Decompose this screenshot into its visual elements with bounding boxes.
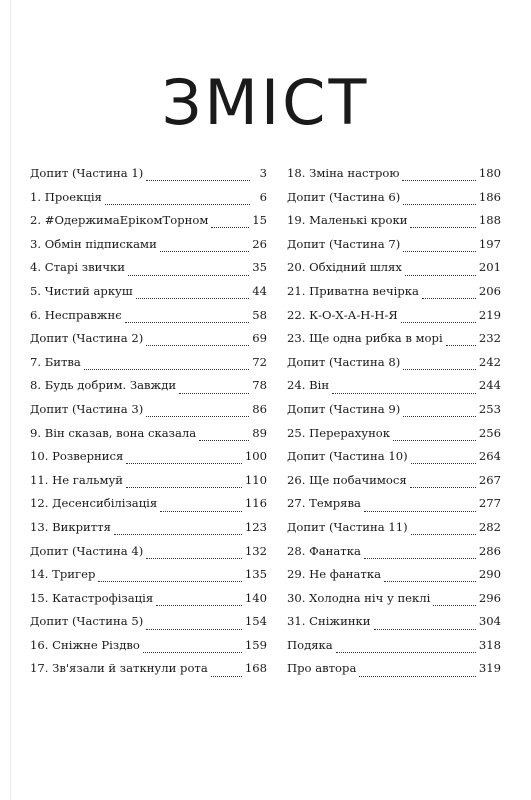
toc-entry-page-number: 188 bbox=[478, 213, 501, 228]
toc-entry-title: 3. Обмін підписками bbox=[30, 236, 157, 251]
toc-leader-dots bbox=[179, 393, 249, 394]
toc-entry-page-number: 100 bbox=[244, 449, 267, 464]
toc-entry-page-number: 286 bbox=[478, 543, 501, 558]
toc-leader-dots bbox=[403, 204, 476, 205]
toc-entry-page-number: 159 bbox=[244, 637, 267, 652]
toc-entry-page-number: 35 bbox=[252, 260, 267, 275]
toc-entry-title: Допит (Частина 8) bbox=[287, 354, 401, 369]
toc-entry-title: 2. #ОдержимаЕрікомТорном bbox=[30, 213, 209, 228]
toc-leader-dots bbox=[125, 322, 250, 323]
toc-entry-title: Подяка bbox=[287, 637, 333, 652]
toc-entry-page-number: 304 bbox=[478, 614, 501, 629]
toc-entry-page-number: 15 bbox=[252, 213, 267, 228]
toc-leader-dots bbox=[359, 676, 475, 677]
toc-entry-title: 9. Він сказав, вона сказала bbox=[30, 425, 197, 440]
toc-leader-dots bbox=[410, 227, 475, 228]
toc-entry-title: 13. Викриття bbox=[30, 519, 111, 534]
toc-leader-dots bbox=[393, 440, 476, 441]
toc-entry[interactable] bbox=[287, 661, 501, 685]
toc-leader-dots bbox=[364, 558, 476, 559]
toc-entry[interactable] bbox=[30, 237, 267, 261]
toc-entry[interactable] bbox=[30, 449, 267, 473]
toc-entry-title: Допит (Частина 7) bbox=[287, 236, 401, 251]
toc-entry-page-number: 219 bbox=[478, 307, 501, 322]
toc-entry-title: Про автора bbox=[287, 661, 357, 676]
toc-leader-dots bbox=[374, 629, 476, 630]
toc-leader-dots bbox=[98, 581, 241, 582]
toc-entry-page-number: 168 bbox=[244, 661, 267, 676]
toc-entry[interactable] bbox=[287, 473, 501, 497]
toc-entry[interactable] bbox=[287, 190, 501, 214]
toc-entry[interactable] bbox=[287, 544, 501, 568]
toc-entry-page-number: 58 bbox=[252, 307, 267, 322]
toc-leader-dots bbox=[160, 511, 242, 512]
toc-entry-page-number: 132 bbox=[244, 543, 267, 558]
toc-entry[interactable] bbox=[30, 260, 267, 284]
toc-entry-page-number: 319 bbox=[478, 661, 501, 676]
toc-leader-dots bbox=[160, 251, 249, 252]
toc-entry[interactable] bbox=[287, 260, 501, 284]
toc-leader-dots bbox=[402, 180, 475, 181]
toc-leader-dots bbox=[403, 251, 476, 252]
toc-entry[interactable] bbox=[30, 496, 267, 520]
toc-leader-dots bbox=[403, 416, 476, 417]
toc-entry-title: Допит (Частина 3) bbox=[30, 401, 144, 416]
toc-entry-page-number: 296 bbox=[478, 590, 501, 605]
toc-entry-title: 28. Фанатка bbox=[287, 543, 361, 558]
toc-leader-dots bbox=[410, 487, 476, 488]
toc-leader-dots bbox=[146, 416, 249, 417]
toc-leader-dots bbox=[126, 487, 242, 488]
page-title: ЗМІСТ bbox=[161, 66, 370, 139]
toc-entry[interactable] bbox=[287, 449, 501, 473]
toc-entry[interactable] bbox=[287, 331, 501, 355]
toc-entry-page-number: 123 bbox=[244, 519, 267, 534]
toc-entry-page-number: 197 bbox=[478, 236, 501, 251]
toc-leader-dots bbox=[146, 558, 242, 559]
toc-entry-title: 1. Проекція bbox=[30, 189, 102, 204]
toc-entry-page-number: 186 bbox=[478, 189, 501, 204]
toc-entry-page-number: 135 bbox=[244, 567, 267, 582]
toc-entry-page-number: 69 bbox=[252, 331, 267, 346]
toc-entry-title: 22. К-О-Х-А-Н-Н-Я bbox=[287, 307, 398, 322]
toc-column-right bbox=[287, 166, 501, 685]
toc-entry-page-number: 78 bbox=[252, 378, 267, 393]
toc-entry-page-number: 26 bbox=[252, 236, 267, 251]
toc-leader-dots bbox=[146, 180, 250, 181]
toc-entry[interactable] bbox=[287, 638, 501, 662]
toc-entry-page-number: 206 bbox=[478, 283, 501, 298]
toc-entry-page-number: 242 bbox=[478, 354, 501, 369]
toc-entry-title: 29. Не фанатка bbox=[287, 567, 381, 582]
toc-entry-page-number: 140 bbox=[244, 590, 267, 605]
toc-entry-title: 27. Темрява bbox=[287, 496, 361, 511]
toc-entry-title: 17. Зв'язали й заткнули рота bbox=[30, 661, 208, 676]
toc-leader-dots bbox=[128, 275, 249, 276]
toc-entry-title: 15. Катастрофізація bbox=[30, 590, 154, 605]
toc-entry[interactable] bbox=[30, 520, 267, 544]
toc-leader-dots bbox=[446, 345, 476, 346]
toc-leader-dots bbox=[384, 581, 476, 582]
toc-entry-page-number: 72 bbox=[252, 354, 267, 369]
toc-entry[interactable] bbox=[30, 614, 267, 638]
toc-entry[interactable] bbox=[30, 473, 267, 497]
toc-column-left bbox=[30, 166, 267, 685]
toc-leader-dots bbox=[364, 511, 476, 512]
toc-leader-dots bbox=[126, 463, 242, 464]
toc-entry[interactable] bbox=[30, 426, 267, 450]
toc-entry-page-number: 154 bbox=[244, 614, 267, 629]
toc-entry[interactable] bbox=[30, 567, 267, 591]
toc-leader-dots bbox=[146, 629, 242, 630]
toc-entry-title: 18. Зміна настрою bbox=[287, 166, 400, 180]
toc-entry-title: 20. Обхідний шлях bbox=[287, 260, 402, 275]
toc-entry[interactable] bbox=[30, 638, 267, 662]
toc-entry-page-number: 3 bbox=[259, 166, 267, 180]
toc-entry-page-number: 89 bbox=[252, 425, 267, 440]
toc-leader-dots bbox=[411, 463, 476, 464]
toc-entry-page-number: 267 bbox=[478, 472, 501, 487]
toc-entry-page-number: 244 bbox=[478, 378, 501, 393]
toc-entry-title: 5. Чистий аркуш bbox=[30, 283, 133, 298]
toc-entry[interactable] bbox=[30, 661, 267, 685]
toc-entry[interactable] bbox=[30, 308, 267, 332]
toc-entry-page-number: 232 bbox=[478, 331, 501, 346]
toc-entry[interactable] bbox=[287, 284, 501, 308]
toc-entry[interactable] bbox=[30, 331, 267, 355]
toc-leader-dots bbox=[143, 652, 242, 653]
toc-entry[interactable] bbox=[287, 166, 501, 190]
toc-entry-title: Допит (Частина 6) bbox=[287, 189, 401, 204]
toc-entry-page-number: 6 bbox=[259, 189, 267, 204]
toc-entry-title: 6. Несправжнє bbox=[30, 307, 122, 322]
toc-leader-dots bbox=[403, 369, 476, 370]
toc-entry-title: Допит (Частина 4) bbox=[30, 543, 144, 558]
toc-entry[interactable] bbox=[30, 190, 267, 214]
toc-leader-dots bbox=[433, 605, 475, 606]
toc-entry[interactable] bbox=[30, 166, 267, 190]
toc-leader-dots bbox=[401, 322, 476, 323]
toc-leader-dots bbox=[332, 393, 476, 394]
toc-entry-page-number: 264 bbox=[478, 449, 501, 464]
toc-leader-dots bbox=[211, 227, 249, 228]
toc-entry-title: Допит (Частина 5) bbox=[30, 614, 144, 629]
toc-leader-dots bbox=[146, 345, 249, 346]
toc-leader-dots bbox=[199, 440, 249, 441]
toc-entry[interactable] bbox=[287, 496, 501, 520]
toc-entry-title: 23. Ще одна рибка в морі bbox=[287, 331, 443, 346]
toc-entry-title: 11. Не гальмуй bbox=[30, 472, 124, 487]
toc-entry[interactable] bbox=[287, 378, 501, 402]
toc-entry[interactable] bbox=[287, 355, 501, 379]
toc-entry-page-number: 290 bbox=[478, 567, 501, 582]
toc-leader-dots bbox=[84, 369, 249, 370]
toc-leader-dots bbox=[422, 298, 476, 299]
toc-entry[interactable] bbox=[287, 567, 501, 591]
toc-entry-title: 19. Маленькі кроки bbox=[287, 213, 408, 228]
toc-entry[interactable] bbox=[30, 591, 267, 615]
toc-entry-title: 21. Приватна вечірка bbox=[287, 283, 419, 298]
toc-entry[interactable] bbox=[287, 237, 501, 261]
toc-entry[interactable] bbox=[287, 614, 501, 638]
toc-leader-dots bbox=[105, 204, 250, 205]
toc-entry[interactable] bbox=[30, 544, 267, 568]
toc-entry[interactable] bbox=[287, 520, 501, 544]
toc-entry-page-number: 277 bbox=[478, 496, 501, 511]
toc-entry-title: 10. Розвернися bbox=[30, 449, 124, 464]
toc-entry-title: 24. Він bbox=[287, 378, 330, 393]
toc-entry[interactable] bbox=[287, 308, 501, 332]
toc-entry-page-number: 180 bbox=[478, 166, 501, 180]
toc-entry[interactable] bbox=[287, 591, 501, 615]
toc-entry-title: Допит (Частина 11) bbox=[287, 519, 408, 534]
toc-entry-title: 25. Перерахунок bbox=[287, 425, 391, 440]
toc-entry-page-number: 110 bbox=[244, 472, 267, 487]
toc-entry[interactable] bbox=[30, 284, 267, 308]
toc-entry-page-number: 282 bbox=[478, 519, 501, 534]
toc-entry[interactable] bbox=[287, 426, 501, 450]
toc-entry[interactable] bbox=[30, 213, 267, 237]
toc-entry-page-number: 44 bbox=[252, 283, 267, 298]
toc-entry-title: 26. Ще побачимося bbox=[287, 472, 407, 487]
toc-entry[interactable] bbox=[287, 402, 501, 426]
toc-entry-title: 31. Сніжинки bbox=[287, 614, 371, 629]
toc-entry-title: 7. Битва bbox=[30, 354, 81, 369]
toc-entry-title: 4. Старі звички bbox=[30, 260, 125, 275]
toc-leader-dots bbox=[411, 534, 476, 535]
toc-entry-title: Допит (Частина 2) bbox=[30, 331, 144, 346]
toc-leader-dots bbox=[211, 676, 242, 677]
toc-entry[interactable] bbox=[287, 213, 501, 237]
toc-entry-title: Допит (Частина 1) bbox=[30, 166, 144, 180]
toc-entry[interactable] bbox=[30, 355, 267, 379]
toc-entry-title: 30. Холодна ніч у пеклі bbox=[287, 590, 431, 605]
toc-leader-dots bbox=[336, 652, 476, 653]
toc-leader-dots bbox=[405, 275, 476, 276]
toc-entry-page-number: 318 bbox=[478, 637, 501, 652]
toc-entry-title: 12. Десенсибілізація bbox=[30, 496, 158, 511]
toc-entry-title: Допит (Частина 9) bbox=[287, 401, 401, 416]
toc-entry[interactable] bbox=[30, 402, 267, 426]
toc-entry-title: Допит (Частина 10) bbox=[287, 449, 408, 464]
toc-entry-page-number: 86 bbox=[252, 401, 267, 416]
toc-entry-page-number: 116 bbox=[244, 496, 267, 511]
toc-entry-title: 8. Будь добрим. Завжди bbox=[30, 378, 177, 393]
toc-leader-dots bbox=[114, 534, 242, 535]
toc-entry-title: 16. Сніжне Різдво bbox=[30, 637, 140, 652]
toc-entry-page-number: 201 bbox=[478, 260, 501, 275]
toc-entry-page-number: 253 bbox=[478, 401, 501, 416]
toc-entry-title: 14. Тригер bbox=[30, 567, 96, 582]
toc-entry[interactable] bbox=[30, 378, 267, 402]
toc-leader-dots bbox=[156, 605, 242, 606]
toc-leader-dots bbox=[136, 298, 250, 299]
toc-entry-page-number: 256 bbox=[478, 425, 501, 440]
